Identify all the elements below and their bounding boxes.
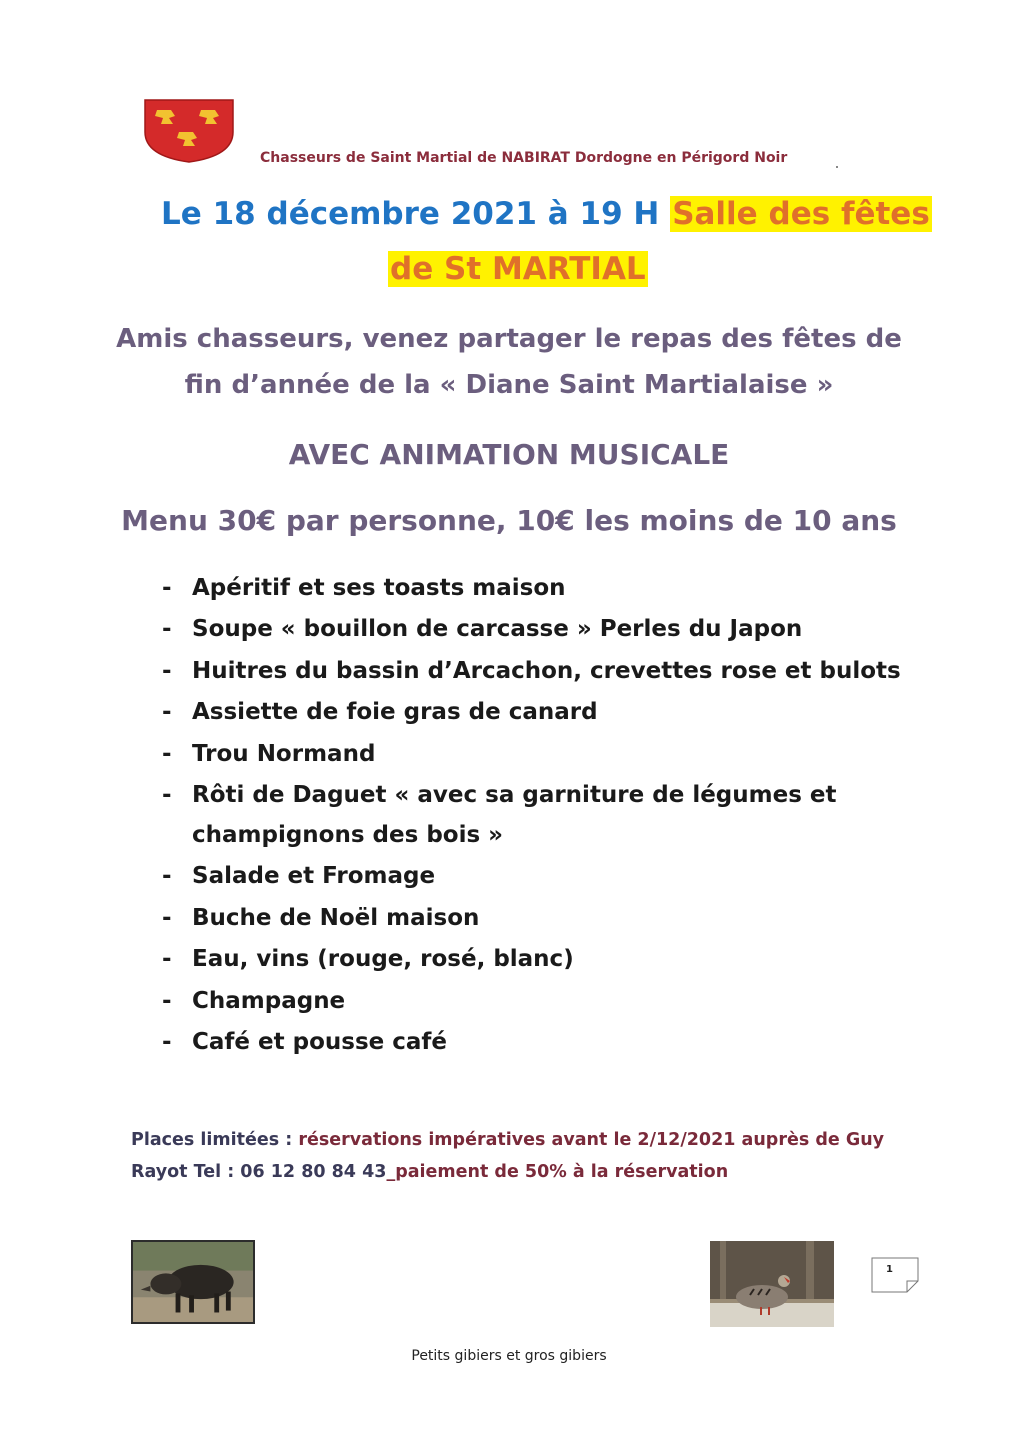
partridge-image xyxy=(710,1241,834,1327)
menu-item xyxy=(162,939,902,979)
venue-highlight-2: de St MARTIAL xyxy=(390,251,646,287)
menu-item xyxy=(162,692,902,732)
crest-icon xyxy=(143,98,235,164)
menu-item xyxy=(162,981,902,1021)
menu-item-label: Salade et Fromage xyxy=(192,863,436,890)
page-number: 1 xyxy=(886,1264,893,1275)
menu-item xyxy=(162,1022,902,1062)
menu-bullet: - xyxy=(162,740,172,767)
organization-name: Chasseurs de Saint Martial de NABIRAT Dordogne en Périgord Noir xyxy=(260,150,788,166)
event-title-line1 xyxy=(161,196,932,232)
event-date: Le 18 décembre 2021 à 19 H xyxy=(161,196,660,232)
menu-item-label: Buche de Noël maison xyxy=(192,904,480,931)
invitation-line1: Amis chasseurs, venez partager le repas des fêtes de xyxy=(116,324,902,354)
menu-bullet: - xyxy=(162,1028,172,1055)
menu-bullet: - xyxy=(162,657,172,684)
menu-item xyxy=(162,568,902,608)
menu-item-label: Trou Normand xyxy=(192,740,376,767)
photo-caption: Petits gibiers et gros gibiers xyxy=(411,1348,607,1364)
menu-item xyxy=(162,734,902,774)
menu-bullet: - xyxy=(162,699,172,726)
menu-bullet: - xyxy=(162,781,172,808)
reservation-line2 xyxy=(131,1156,884,1188)
reservation-payment: _paiement de 50% à la réservation xyxy=(386,1162,729,1182)
menu-item xyxy=(162,609,902,649)
menu-bullet: - xyxy=(162,904,172,931)
menu-item-label: Café et pousse café xyxy=(192,1028,447,1055)
reservation-note xyxy=(131,1124,884,1188)
menu-item-label: Champagne xyxy=(192,987,346,1014)
event-title-line2 xyxy=(388,251,648,287)
scan-speck xyxy=(836,166,838,168)
menu-list xyxy=(162,568,902,1063)
menu-bullet: - xyxy=(162,987,172,1014)
menu-bullet: - xyxy=(162,575,172,601)
wild-boar-image xyxy=(131,1240,255,1324)
reservation-line1 xyxy=(131,1124,884,1156)
page-number-tag xyxy=(871,1257,919,1293)
menu-item-label: Eau, vins (rouge, rosé, blanc) xyxy=(192,946,574,973)
reservation-phone: Rayot Tel : 06 12 80 84 43 xyxy=(131,1162,387,1182)
price-line: Menu 30€ par personne, 10€ les moins de 10 ans xyxy=(121,504,897,537)
menu-bullet: - xyxy=(162,863,172,890)
venue-highlight-1: Salle des fêtes xyxy=(672,196,930,232)
reservation-lead: Places limitées : xyxy=(131,1130,299,1150)
menu-item-label: Assiette de foie gras de canard xyxy=(192,699,598,726)
menu-bullet: - xyxy=(162,616,172,643)
menu-item-label: Rôti de Daguet « avec sa garniture de légumes et champignons des bois » xyxy=(192,781,837,848)
reservation-deadline: réservations impératives avant le 2/12/2021 auprès de Guy xyxy=(298,1130,885,1150)
menu-item-label: Huitres du bassin d’Arcachon, crevettes rose et bulots xyxy=(192,657,901,684)
menu-item xyxy=(162,856,902,896)
menu-item xyxy=(162,898,902,938)
invitation-line2: fin d’année de la « Diane Saint Martialaise » xyxy=(184,370,834,400)
menu-item xyxy=(162,651,902,691)
menu-item-label: Apéritif et ses toasts maison xyxy=(192,575,566,601)
menu-item-label: Soupe « bouillon de carcasse » Perles du Japon xyxy=(192,616,803,643)
animation-heading: AVEC ANIMATION MUSICALE xyxy=(288,438,730,471)
menu-bullet: - xyxy=(162,946,172,973)
menu-item xyxy=(162,775,902,855)
